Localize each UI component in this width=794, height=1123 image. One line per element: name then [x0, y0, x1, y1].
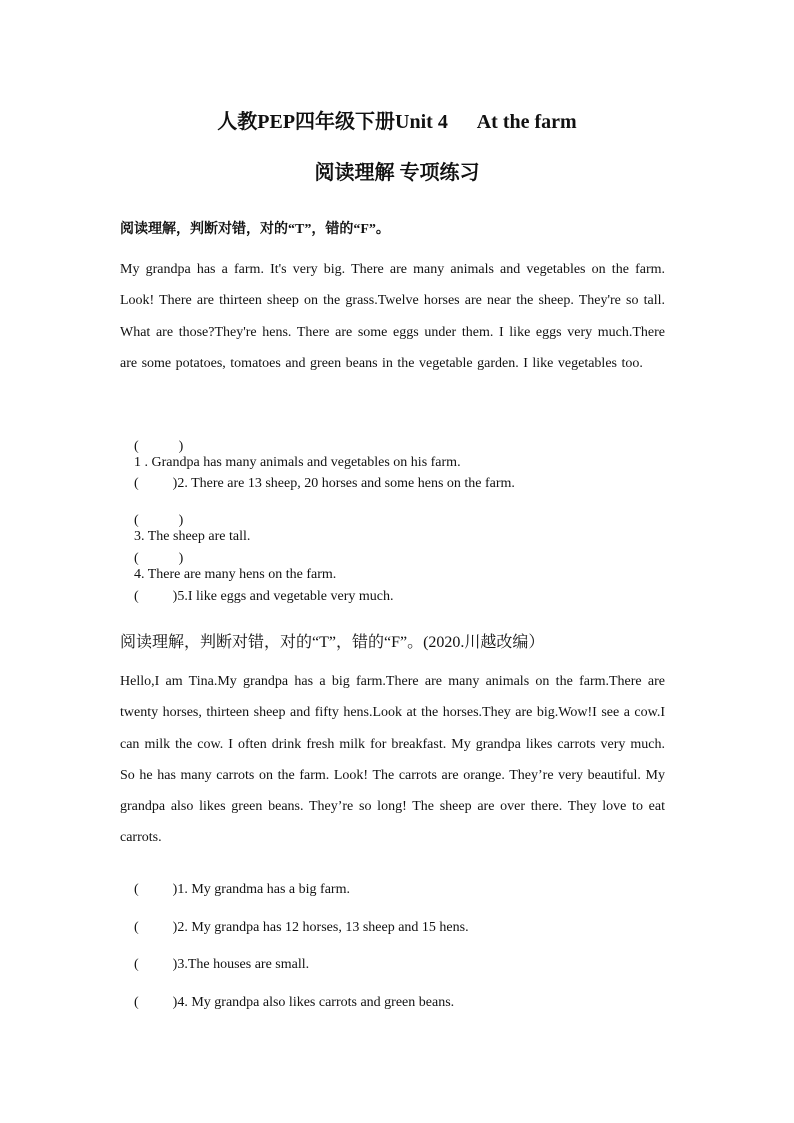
answer-blank-close: ) — [178, 513, 184, 528]
section1-instruction: 阅读理解，判断对错，对的“T”，错的“F”。 — [120, 222, 390, 237]
section1-question-5 — [120, 573, 394, 621]
answer-blank-close: ) — [172, 920, 178, 935]
question-text: 3. The sheep are tall. — [134, 529, 251, 544]
answer-blank-open: ( — [134, 551, 139, 566]
answer-blank-close: ) — [172, 476, 178, 491]
question-text: 4. My grandpa also likes carrots and green beans. — [177, 995, 455, 1010]
answer-blank[interactable] — [139, 920, 173, 936]
answer-blank-close: ) — [172, 589, 178, 604]
page-subtitle: 阅读理解 专项练习 — [314, 162, 480, 184]
question-text: 4. There are many hens on the farm. — [134, 567, 337, 582]
answer-blank-close: ) — [172, 995, 178, 1010]
section2-question-4 — [120, 979, 454, 1027]
answer-blank-close: ) — [172, 957, 178, 972]
answer-blank-open: ( — [134, 957, 139, 972]
answer-blank-open: ( — [134, 882, 139, 897]
question-text: 2. My grandpa has 12 horses, 13 sheep and 15 hens. — [177, 920, 469, 935]
answer-blank-open: ( — [134, 513, 139, 528]
page-title: 人教PEP四年级下册Unit 4 At the farm — [217, 111, 577, 133]
question-text: 1 . Grandpa has many animals and vegetables on his farm. — [134, 455, 461, 470]
question-text: 1. My grandma has a big farm. — [177, 882, 350, 897]
answer-blank[interactable] — [139, 476, 173, 492]
answer-blank-open: ( — [134, 476, 139, 491]
section2-passage: Hello,I am Tina.My grandpa has a big farm.There are many animals on the farm.There are twenty horses, thirteen sheep and fifty hens.Look at the horses.They are big.Wow!I see a cow.I can milk the cow. I often drink fresh milk for breakfast. My grandpa likes carrots very much. So he has many carrots on the farm. Look! The carrots are orange. They’re very beautiful. My grandpa also likes green beans. They’re so long! The sheep are over there. They love to eat carrots. — [120, 674, 665, 846]
answer-blank-close: ) — [172, 882, 178, 897]
answer-blank[interactable] — [139, 589, 173, 605]
answer-blank-close: ) — [178, 439, 184, 454]
answer-blank-open: ( — [134, 920, 139, 935]
question-text: 5.I like eggs and vegetable very much. — [177, 589, 394, 604]
answer-blank-close: ) — [178, 551, 184, 566]
question-text: 2. There are 13 sheep, 20 horses and some hens on the farm. — [177, 476, 515, 491]
answer-blank[interactable] — [139, 513, 179, 529]
answer-blank-open: ( — [134, 589, 139, 604]
answer-blank[interactable] — [139, 439, 179, 455]
answer-blank[interactable] — [139, 957, 173, 973]
answer-blank-open: ( — [134, 439, 139, 454]
section1-passage: My grandpa has a farm. It's very big. There are many animals and vegetables on the farm. Look! There are thirteen sheep on the grass.Twelve horses are near the sheep. They're so tall. What are those?They're hens. There are some eggs under them. I like eggs very much.There are some potatoes, tomatoes and green beans in the vegetable garden. I like vegetables too. — [120, 262, 665, 371]
question-text: 3.The houses are small. — [177, 957, 310, 972]
answer-blank[interactable] — [139, 882, 173, 898]
answer-blank[interactable] — [139, 995, 173, 1011]
section2-instruction: 阅读理解，判断对错，对的“T”，错的“F”。(2020.川越改编） — [120, 634, 545, 651]
answer-blank[interactable] — [139, 551, 179, 567]
answer-blank-open: ( — [134, 995, 139, 1010]
